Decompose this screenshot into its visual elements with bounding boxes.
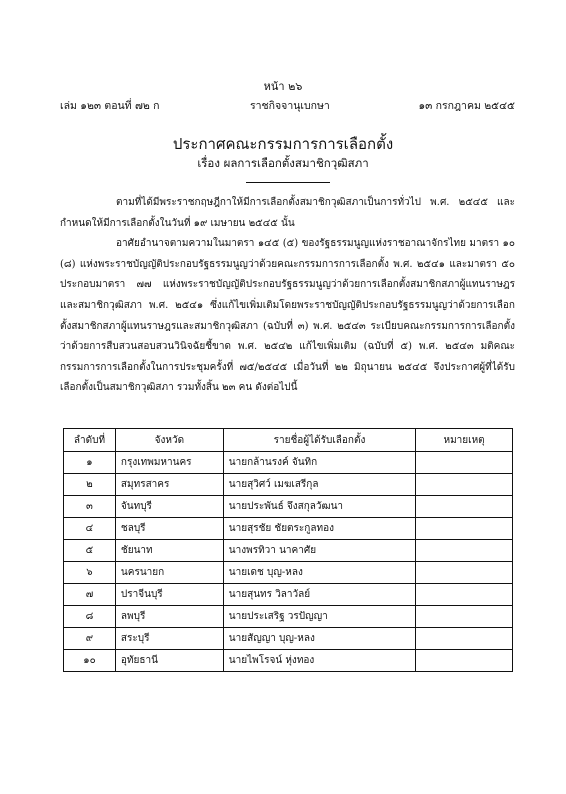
cell-name: นายสุรชัย ชัยตระกูลทอง [223,518,415,540]
announcement-subject: เรื่อง ผลการเลือกตั้งสมาชิกวุฒิสภา [197,156,369,170]
table-row [64,496,513,518]
table-row [64,628,513,650]
cell-note [416,584,513,606]
cell-province: กรุงเทพมหานคร [115,452,223,474]
cell-name: นายเดช บุญ-หลง [223,562,415,584]
title-divider [246,182,330,183]
cell-note [416,540,513,562]
cell-order: ๕ [64,540,116,562]
cell-name: นายไพโรจน์ หุ่งทอง [223,650,415,672]
cell-order: ๙ [64,628,116,650]
cell-province: ชัยนาท [115,540,223,562]
page-number: หน้า ๒๖ [263,80,303,93]
table-row [64,518,513,540]
table-row [64,540,513,562]
paragraph-1: ตามที่ได้มีพระราชกฤษฎีกาให้มีการเลือกตั้งสมาชิกวุฒิสภาเป็นการทั่วไป พ.ศ. ๒๕๔๕ และกำหนดให้มีการเลือกตั้งในวันที่ ๑๙ เมษายน ๒๕๔๕ นั้น [60,197,515,229]
table-header-row [64,429,513,452]
cell-province: สมุทรสาคร [115,474,223,496]
cell-order: ๓ [64,496,116,518]
paragraph-2: อาศัยอำนาจตามความในมาตรา ๑๔๕ (๕) ของรัฐธรรมนูญแห่งราชอาณาจักรไทย มาตรา ๑๐ (๘) แห่งพระราชบัญญัติประกอบรัฐธรรมนูญว่าด้วยคณะกรรมการการเลือกตั้ง พ.ศ. ๒๕๔๑ และมาตรา ๕๐ ประกอบมาตรา ๗๗ แห่งพระราชบัญญัติประกอบรัฐธรรมนูญว่าด้วยการเลือกตั้งสมาชิกสภาผู้แทนราษฎรและสมาชิกวุฒิสภา พ.ศ. ๒๕๔๑ ซึ่งแก้ไขเพิ่มเติมโดยพระราชบัญญัติประกอบรัฐธรรมนูญว่าด้วยการเลือกตั้งสมาชิกสภาผู้แทนราษฎรและสมาชิกวุฒิสภา (ฉบับที่ ๓) พ.ศ. ๒๕๔๓ ระเบียบคณะกรรมการการเลือกตั้ง ว่าด้วยการสืบสวนสอบสวนวินิจฉัยชี้ขาด พ.ศ. ๒๕๔๒ แก้ไขเพิ่มเติม (ฉบับที่ ๕) พ.ศ. ๒๕๔๓ มติคณะกรรมการการเลือกตั้งในการประชุมครั้งที่ ๗๕/๒๕๔๕ เมื่อวันที่ ๒๒ มิถุนายน ๒๕๔๕ จึงประกาศผู้ที่ได้รับเลือกตั้งเป็นสมาชิกวุฒิสภา รวมทั้งสิ้น ๒๓ คน ดังต่อไปนี้ [60,238,515,394]
table-row [64,584,513,606]
gazette-name: ราชกิจจานุเบกษา [250,100,330,112]
cell-province: ปราจีนบุรี [115,584,223,606]
cell-note [416,518,513,540]
cell-name: นายสัญญา บุญ-หลง [223,628,415,650]
cell-province: ลพบุรี [115,606,223,628]
cell-order: ๑๐ [64,650,116,672]
cell-name: นายประเสริฐ วรปัญญา [223,606,415,628]
header-province: จังหวัด [115,429,223,452]
cell-note [416,606,513,628]
results-table [63,428,513,672]
cell-note [416,650,513,672]
table-row [64,562,513,584]
cell-name: นางพรทิวา นาคาศัย [223,540,415,562]
cell-province: นครนายก [115,562,223,584]
header-name: รายชื่อผู้ได้รับเลือกตั้ง [223,429,415,452]
cell-name: นายสุวิศว์ เมฆเสรีกุล [223,474,415,496]
header-order: ลำดับที่ [64,429,116,452]
cell-order: ๖ [64,562,116,584]
cell-province: สระบุรี [115,628,223,650]
running-header [60,97,515,111]
announcement-body [60,193,515,399]
announcement-title: ประกาศคณะกรรมการการเลือกตั้ง [172,135,394,153]
cell-name: นายกล้านรงค์ จันทิก [223,452,415,474]
table-row [64,650,513,672]
cell-order: ๘ [64,606,116,628]
cell-order: ๑ [64,452,116,474]
cell-note [416,562,513,584]
cell-province: อุทัยธานี [115,650,223,672]
cell-order: ๔ [64,518,116,540]
cell-name: นายประพันธ์ จึงสกุลวัฒนา [223,496,415,518]
cell-order: ๗ [64,584,116,606]
header-note: หมายเหตุ [416,429,513,452]
table-row [64,452,513,474]
publication-date: ๑๓ กรกฎาคม ๒๕๔๕ [418,100,515,112]
cell-note [416,496,513,518]
cell-province: ชลบุรี [115,518,223,540]
cell-note [416,628,513,650]
table-row [64,474,513,496]
cell-note [416,474,513,496]
volume-issue: เล่ม ๑๒๓ ตอนที่ ๗๒ ก [60,100,160,112]
cell-name: นายสุนทร วิลาวัลย์ [223,584,415,606]
cell-note [416,452,513,474]
table-row [64,606,513,628]
cell-province: จันทบุรี [115,496,223,518]
cell-order: ๒ [64,474,116,496]
